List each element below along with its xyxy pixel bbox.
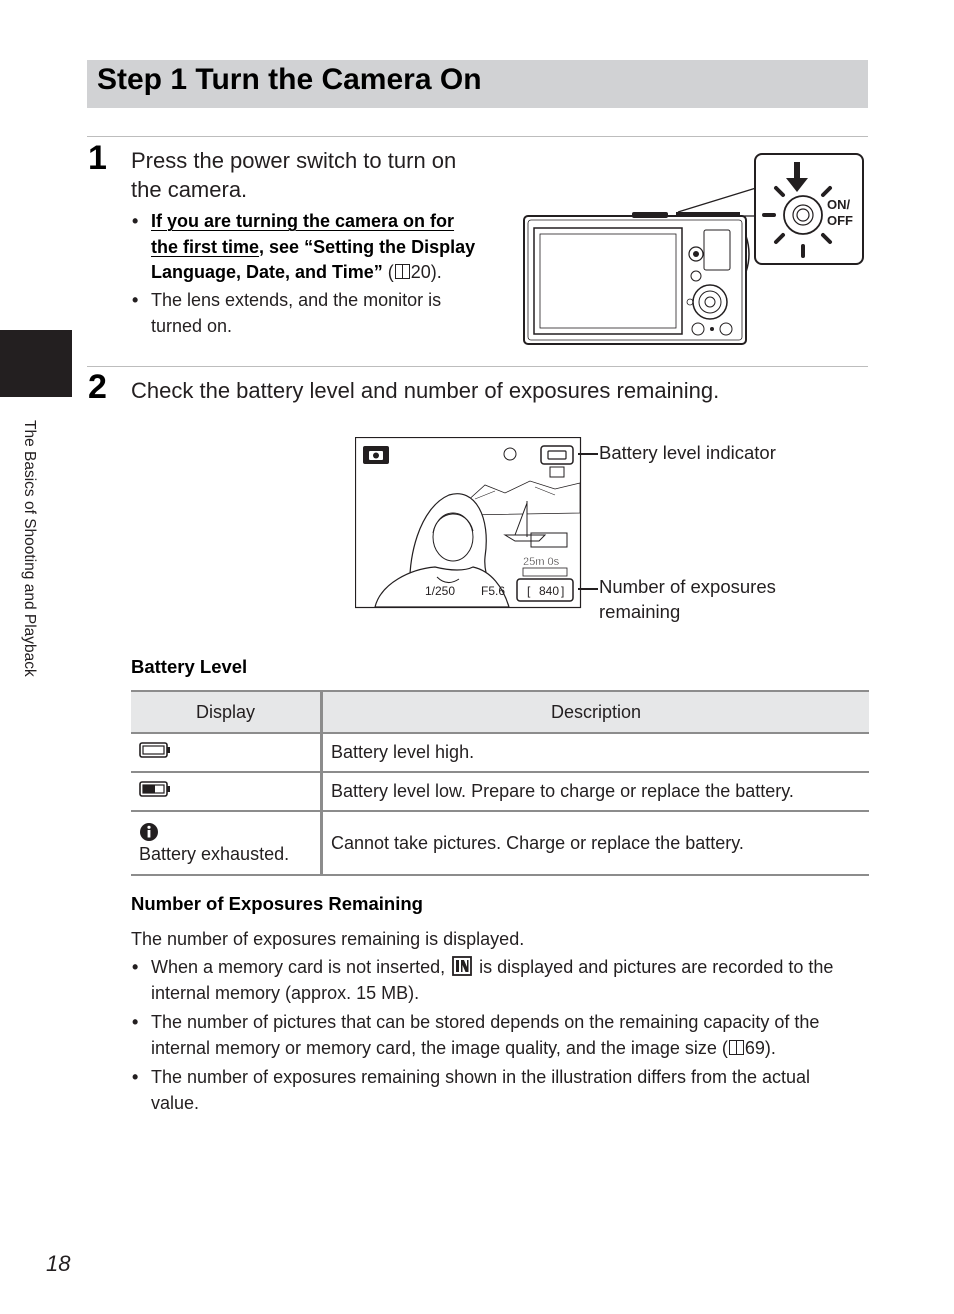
battery-level-heading: Battery Level: [131, 656, 248, 677]
callout-battery: Battery level indicator: [599, 442, 776, 463]
svg-text:25m 0s: 25m 0s: [523, 556, 560, 568]
bullet-capacity: • The number of pictures that can be stored depends on the remaining capacity of the internal memory or memory card, the image quality, and the image size ( 69).: [151, 1010, 871, 1061]
bullet-illustration-note: • The number of exposures remaining shown in the illustration differs from the actual value.: [151, 1065, 871, 1116]
exposures-intro: The number of exposures remaining is displayed.: [131, 929, 525, 949]
title-banner: [87, 60, 868, 108]
battery-level-table: [131, 690, 869, 876]
divider: [87, 136, 868, 137]
table-header-row: [131, 691, 869, 733]
svg-text:]: ]: [561, 584, 565, 598]
battery-high-icon: [139, 741, 171, 759]
svg-text:ON/: ON/: [827, 197, 851, 212]
step-lead: Press the power switch to turn on the camera.: [131, 148, 457, 202]
camera-back-illustration: [518, 150, 868, 350]
table-cell: Battery level low. Prepare to charge or replace the battery.: [322, 772, 870, 811]
svg-text:[: [: [527, 584, 531, 598]
column-header: Display: [131, 691, 322, 733]
divider: [87, 366, 868, 367]
page-title: Step 1 Turn the Camera On: [97, 63, 482, 96]
table-row: [131, 772, 869, 811]
bullet-memory-card: • When a memory card is not inserted, is displayed and pictures are recorded to the internal memory (approx. 15 MB).: [151, 955, 871, 1006]
page-ref-icon: [729, 1040, 744, 1055]
step-number: 1: [88, 139, 107, 177]
svg-text:F5.6: F5.6: [481, 584, 506, 598]
step-lead: Check the battery level and number of exposures remaining.: [131, 378, 720, 403]
table-row: [131, 733, 869, 772]
internal-memory-icon: [452, 956, 472, 976]
bullet-first-time: • If you are turning the camera on for the first time, see “Setting the Display Language, Date, and Time” ( 20).: [151, 209, 501, 286]
step-number: 2: [88, 368, 107, 406]
battery-low-icon: [139, 780, 171, 798]
column-header: Description: [322, 691, 870, 733]
svg-text:OFF: OFF: [827, 213, 853, 228]
chapter-label: The Basics of Shooting and Playback: [21, 420, 38, 677]
chapter-tab: [0, 330, 72, 397]
table-cell: Battery level high.: [322, 733, 870, 772]
table-cell: Cannot take pictures. Charge or replace the battery.: [322, 811, 870, 875]
battery-exhausted-icon: [139, 822, 159, 842]
svg-text:1/250: 1/250: [425, 584, 456, 598]
monitor-illustration: [355, 437, 583, 609]
page-number: 18: [46, 1251, 71, 1276]
bullet-lens-extends: • The lens extends, and the monitor is turned on.: [151, 288, 501, 339]
page-ref-icon: [395, 264, 410, 279]
table-row: Battery exhausted. Cannot take pictures. Charge or replace the battery.: [131, 811, 869, 875]
callout-line: [578, 453, 598, 455]
callout-exposures: Number of exposures remaining: [599, 576, 776, 622]
svg-text:840: 840: [539, 584, 560, 598]
callout-line: [578, 588, 598, 590]
exposures-heading: Number of Exposures Remaining: [131, 893, 423, 914]
